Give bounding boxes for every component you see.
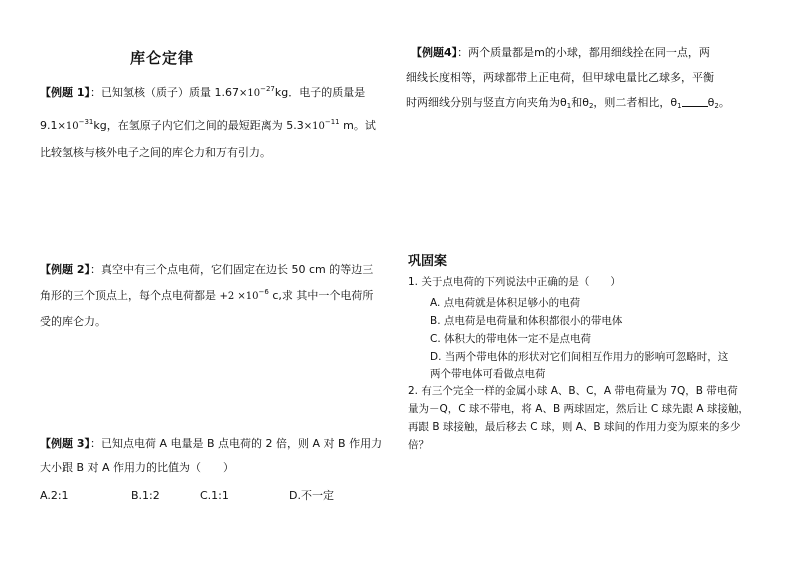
option-c: C.1:1 [200, 489, 229, 502]
example-4-line-1: 【例题4】：两个质量都是m的小球，都用细线拴在同一点，两 [411, 46, 710, 59]
q1-option-a: A. 点电荷就是体积足够小的电荷 [430, 297, 581, 309]
option-a: A.2:1 [40, 489, 69, 502]
option-b: B.1:2 [131, 489, 160, 502]
example-3-line-1: 【例题 3】：已知点电荷 A 电量是 B 点电荷的 2 倍，则 A 对 B 作用力 [40, 437, 383, 450]
answer-blank[interactable] [682, 95, 708, 107]
example-2-label: 【例题 2】 [40, 263, 90, 276]
q1-option-b: B. 点电荷是电荷量和体积都很小的带电体 [430, 315, 623, 327]
question-2-line-2: 量为－Q，C 球不带电，将 A、B 两球固定，然后让 C 球先跟 A 球接触， [408, 403, 749, 415]
example-3-line-2: 大小跟 B 对 A 作用力的比值为（ ） [40, 461, 235, 474]
example-2-line-2: 角形的三个顶点上，每个点电荷都是 $+2 \times 10^{-6}$ c,求 其中一个电荷所 [40, 288, 374, 302]
page-title: 库仑定律 [130, 49, 195, 67]
option-d: D.不一定 [289, 489, 334, 502]
example-1-line-3: 比较氢核与核外电子之间的库仑力和万有引力。 [40, 146, 271, 159]
q1-option-d: D. 当两个带电体的形状对它们间相互作用力的影响可忽略时，这 [430, 351, 729, 363]
example-1-line-1: 【例题 1】：已知氢核（质子）质量 $1.67\times 10^{-27}kg$．电子的质量是 [40, 85, 366, 99]
question-1: 1. 关于点电荷的下列说法中正确的是（ ） [408, 276, 621, 288]
example-4-line-3: 时两细线分别与竖直方向夹角为$\theta_1$和$\theta_2$，则二者相比，$\theta_1$ $\theta_2$。 [406, 96, 730, 110]
question-2-line-1: 2. 有三个完全一样的金属小球 A、B、C，A 带电荷量为 7Q，B 带电荷 [408, 385, 738, 397]
review-heading: 巩固案 [408, 254, 448, 269]
question-2-line-3: 再跟 B 球接触，最后移去 C 球，则 A、B 球间的作用力变为原来的多少 [408, 421, 741, 433]
example-1-line-2: $9.1\times 10^{-31}kg$，在氢原子内它们之间的最短距离为 $5.3\times 10^{-11}$ m。试 [40, 118, 376, 132]
example-4-line-2: 细线长度相等，两球都带上正电荷，但甲球电量比乙球多，平衡 [406, 71, 714, 84]
example-2-line-3: 受的库仑力。 [40, 315, 106, 328]
q1-option-c: C. 体积大的带电体一定不是点电荷 [430, 333, 592, 345]
example-4-label: 【例题4】 [411, 46, 458, 59]
example-2-line-1: 【例题 2】：真空中有三个点电荷，它们固定在边长 50 cm 的等边三 [40, 263, 374, 276]
example-3-label: 【例题 3】 [40, 437, 90, 450]
example-1-label: 【例题 1】 [40, 86, 90, 99]
question-2-line-4: 倍？ [408, 439, 429, 451]
q1-option-d-cont: 两个带电体可看做点电荷 [430, 368, 546, 380]
